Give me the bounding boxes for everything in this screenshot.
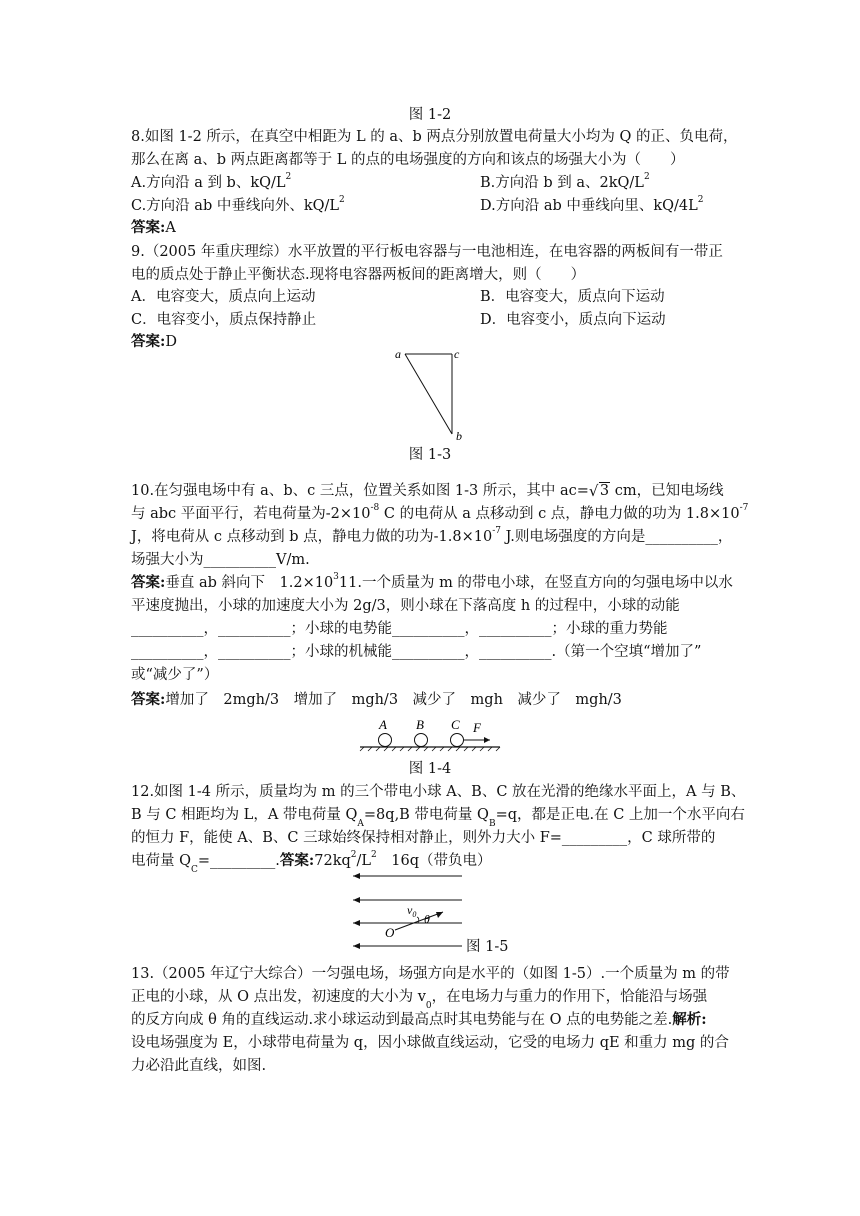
q8-options-row1 bbox=[131, 174, 731, 192]
q9-option-d: D．电容变小，质点向下运动 bbox=[480, 312, 666, 328]
figure-caption-1-5: 图 1-5 bbox=[466, 939, 509, 955]
figure-1-3-label-c: c bbox=[454, 347, 460, 361]
sqrt-3: √ 3 bbox=[588, 482, 610, 500]
figure-1-5-label-v0: $v_0$ bbox=[407, 903, 417, 919]
q11-stem-line3: __________，__________；小球的电势能__________，__________；小球的重力势能 bbox=[131, 621, 668, 637]
figure-1-4-label-f: F bbox=[473, 720, 481, 735]
q8-option-c: C.方向沿 ab 中垂线向外、$kQ/L^2$ bbox=[131, 195, 345, 214]
q12-answer-label: 答案: bbox=[279, 852, 315, 869]
q11-stem-line5: 或“减少了”） bbox=[131, 667, 219, 683]
figure-1-5-label-theta: θ bbox=[424, 912, 430, 926]
q8-option-a: A.方向沿 a 到 b、$kQ/L^2$ bbox=[131, 172, 292, 191]
q12-stem-line3: 的恒力 F，能使 A、B、C 三球始终保持相对静止，则外力大小 F=_________，C 球所带的 bbox=[131, 830, 716, 846]
figure-1-3-label-a: a bbox=[395, 347, 401, 361]
q10-answer: 垂直 ab 斜向下 $1.2\times 10^3$ bbox=[165, 572, 339, 591]
figure-caption-1-2: 图 1-2 bbox=[408, 107, 452, 123]
q9-option-c: C．电容变小，质点保持静止 bbox=[131, 312, 317, 328]
q12-stem-line1: 12.如图 1-4 所示，质量均为 m 的三个带电小球 A、B、C 放在光滑的绝缘水平面上，A 与 B、 bbox=[131, 784, 746, 800]
figure-1-4-label-c: C bbox=[451, 717, 460, 732]
q10-stem-line2: 与 abc 平面平行，若电荷量为$-2\times 10^{-8}$ C 的电荷从 a 点移动到 c 点，静电力做的功为 $1.8\times 10^{-7}$ bbox=[131, 503, 749, 522]
q10-stem-line4: 场强大小为__________V/m. bbox=[131, 552, 310, 568]
q8-stem-line1: 8.如图 1-2 所示，在真空中相距为 L 的 a、b 两点分别放置电荷量大小均为 Q 的正、负电荷， bbox=[131, 129, 738, 145]
q9-answer: 答案:D bbox=[131, 333, 177, 350]
q8-answer: 答案:A bbox=[131, 219, 176, 236]
q9-stem-line2: 电的质点处于静止平衡状态.现将电容器两板间的距离增大，则（ ） bbox=[131, 267, 586, 283]
q10-answer-label: 答案: bbox=[131, 574, 166, 591]
figure-caption-1-3: 图 1-3 bbox=[408, 447, 452, 463]
q13-stem-line1: 13.（2005 年辽宁大综合）一匀强电场，场强方向是水平的（如图 1-5）.一个质量为 m 的带 bbox=[131, 966, 730, 982]
q10-answer-q11-line1 bbox=[131, 574, 731, 592]
figure-1-4-label-b: B bbox=[416, 717, 424, 732]
q9-options-row1 bbox=[131, 288, 731, 306]
q11-stem-line4: __________，__________；小球的机械能__________，__________.（第一个空填“增加了” bbox=[131, 644, 702, 660]
q8-stem-line2: 那么在离 a、b 两点距离都等于 L 的点的电场强度的方向和该点的场强大小为（ ） bbox=[131, 152, 685, 168]
q9-options-row2 bbox=[131, 311, 731, 329]
figure-caption-1-4: 图 1-4 bbox=[408, 761, 452, 777]
q12-answer: $72kq^2/L^2$ 16q（带负电） bbox=[314, 850, 492, 869]
figure-1-4-balls bbox=[360, 716, 500, 750]
q11-stem-line1: 11.一个质量为 m 的带电小球，在竖直方向的匀强电场中以水 bbox=[338, 575, 733, 591]
q9-stem-line1: 9.（2005 年重庆理综）水平放置的平行板电容器与一电池相连，在电容器的两板间有一带正 bbox=[131, 244, 723, 260]
q12-stem-line4-answer: 电荷量 QC=_________.答案$:72kq^2/L^2$ 16q（带负电） bbox=[131, 850, 492, 875]
figure-1-3-triangle bbox=[390, 344, 470, 444]
q13-stem-line3: 的反方向成 θ 角的直线运动.求小球运动到最高点时其电势能与在 O 点的电势能之差.解析: bbox=[131, 1011, 707, 1028]
figure-1-4-label-a: A bbox=[379, 717, 387, 732]
figure-1-5-field bbox=[350, 870, 470, 950]
q13-analysis-label: 解析: bbox=[672, 1011, 707, 1028]
q13-analysis-line1: 设电场强度为 E，小球带电荷量为 q，因小球做直线运动，它受的电场力 qE 和重力 mg 的合 bbox=[131, 1035, 729, 1051]
q12-stem-line2: B 与 C 相距均为 L，A 带电荷量 QA=8q,B 带电荷量 QB=q，都是正电.在 C 上加一个水平向右 bbox=[131, 807, 745, 829]
q10-stem-line1: 10.在匀强电场中有 a、b、c 三点，位置关系如图 1-3 所示，其中 ac= √ 3 cm，已知电场线 bbox=[131, 482, 724, 500]
q13-analysis-line2: 力必沿此直线，如图. bbox=[131, 1058, 267, 1074]
q8-option-d: D.方向沿 ab 中垂线向里、$kQ/4L^2$ bbox=[480, 195, 704, 214]
figure-1-3-label-b: b bbox=[456, 429, 462, 443]
figure-1-5-label-o: O bbox=[385, 925, 395, 940]
q8-option-b: B.方向沿 b 到 a、$2kQ/L^2$ bbox=[480, 172, 650, 191]
q9-option-b: B．电容变大，质点向下运动 bbox=[480, 289, 665, 305]
q10-stem-line3: J，将电荷从 c 点移动到 b 点，静电力做的功为$-1.8\times 10^{-7}$ J.则电场强度的方向是__________， bbox=[131, 526, 733, 545]
q11-answer: 答案:增加了 2mgh/3 增加了 mgh/3 减少了 mgh 减少了 mgh/3 bbox=[131, 691, 622, 708]
q11-stem-line2: 平速度抛出，小球的加速度大小为 2g/3，则小球在下落高度 h 的过程中，小球的动能 bbox=[131, 598, 680, 614]
q13-stem-line2: 正电的小球，从 O 点出发，初速度的大小为 v0，在电场力与重力的作用下，恰能沿与场强 bbox=[131, 989, 708, 1011]
q8-options-row2 bbox=[131, 197, 731, 215]
q9-option-a: A．电容变大，质点向上运动 bbox=[131, 289, 316, 305]
